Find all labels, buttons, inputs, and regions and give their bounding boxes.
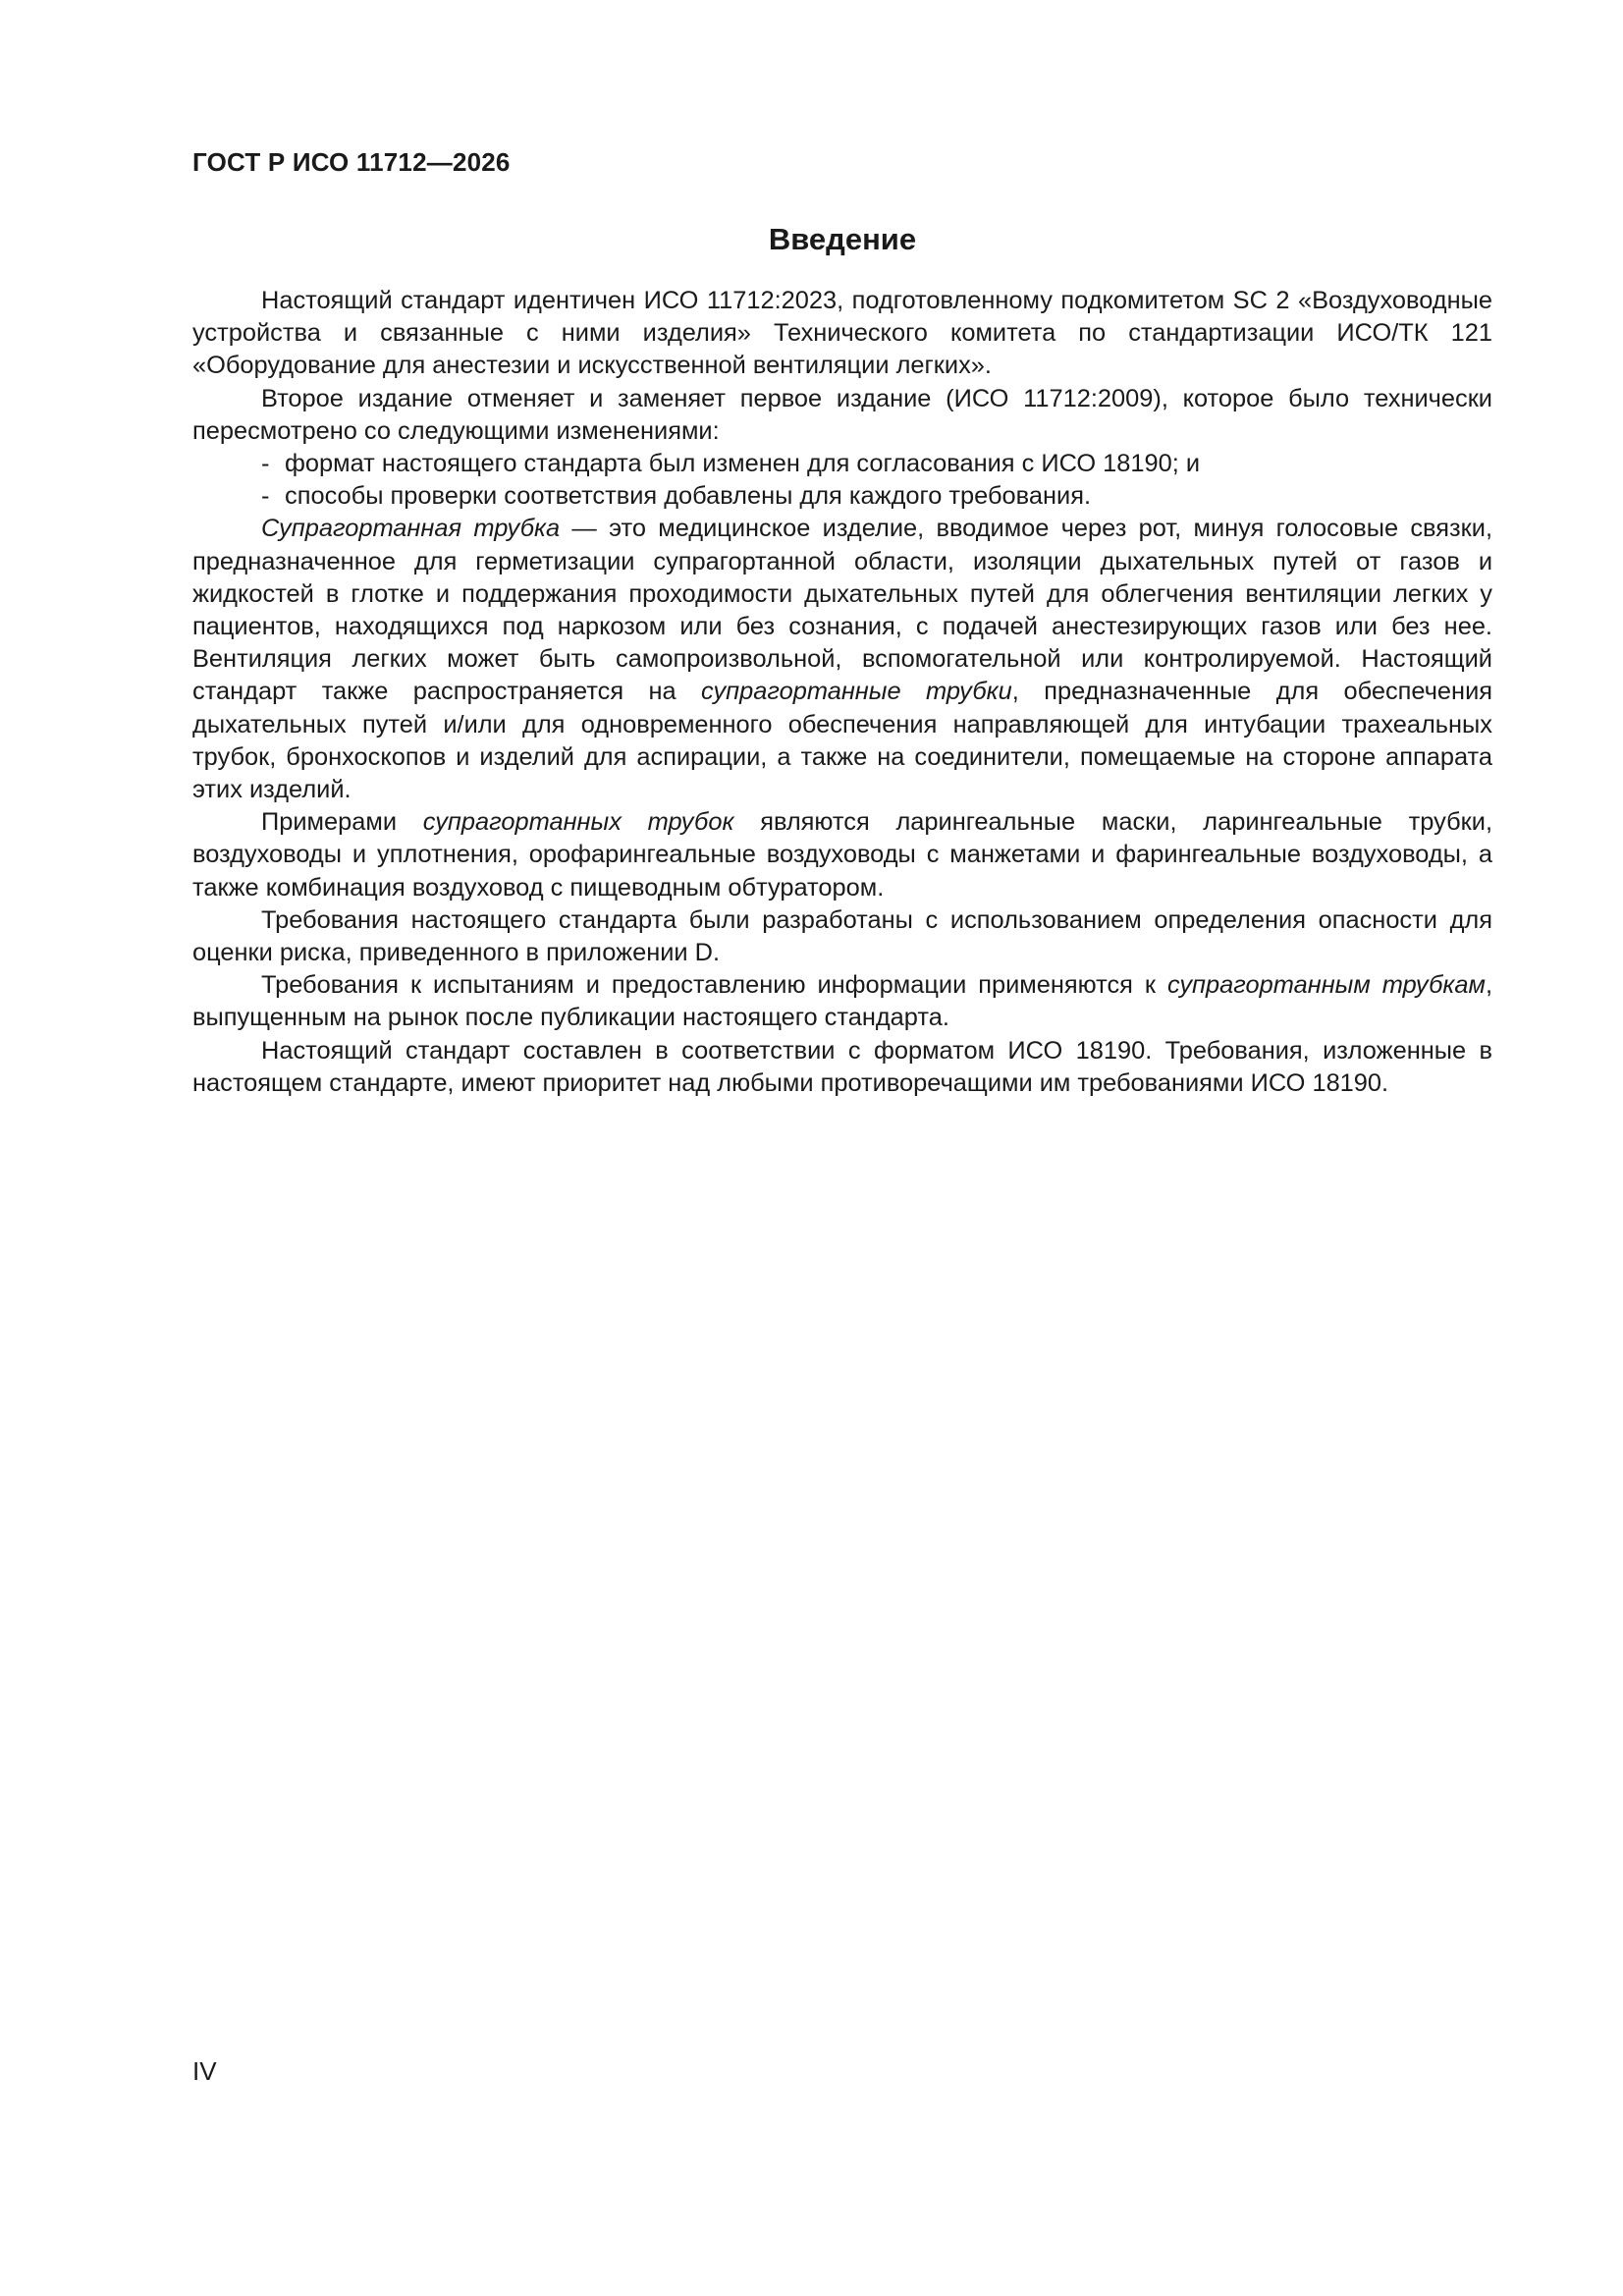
term-italic: супрагортанные трубки <box>701 678 1012 706</box>
paragraph-3 <box>192 513 1492 806</box>
list-item <box>192 480 1492 513</box>
list-item <box>192 448 1492 480</box>
list-dash: - <box>261 482 270 511</box>
paragraph-7: Настоящий стандарт составлен в соответствии с форматом ИСО 18190. Требования, изложенные в настоящем стандарте, имеют приоритет над любыми противоречащими им требованиями ИСО 18190. <box>192 1036 1492 1097</box>
paragraph-text: — это медицинское изделие, вводимое через рот, минуя голосовые связки, предназначенное для герметизации супрагортанной области, изоляции дыхательных путей от газов и жидкостей в глотке и поддержания проходимости дыхательных путей для облегчения вентиляции легких у пациентов, находящихся под наркозом или без сознания, с подачей анестезирующих газов или без нее. Вентиляция легких может быть самопроизвольной, вспомогательной или контролируемой. Настоящий стандарт также распространяется на <box>192 515 1492 706</box>
paragraph-4 <box>192 806 1492 904</box>
document-header-id: ГОСТ Р ИСО 11712—2026 <box>192 147 511 177</box>
paragraph-text: , предназначенные для обеспечения дыхательных путей и/или для одновременного обеспечения направляющей для интубации трахеальных трубок, бронхоскопов и изделий для аспирации, а также на соединители, помещаемые на стороне аппарата этих изделий. <box>192 678 1492 804</box>
section-title: Введение <box>768 222 917 256</box>
paragraph-text: Требования к испытаниям и предоставлению информации применяются к <box>261 971 1167 1000</box>
list-dash: - <box>261 450 270 478</box>
document-body <box>192 285 1492 1100</box>
list-item-text: формат настоящего стандарта был изменен для согласования с ИСО 18190; и <box>285 450 1201 478</box>
paragraph-text: , выпущенным на рынок после публикации настоящего стандарта. <box>192 971 1492 1032</box>
paragraph-text: Примерами <box>261 808 423 837</box>
list-item-text: способы проверки соответствия добавлены для каждого требования. <box>285 482 1092 511</box>
term-italic: супрагортанным трубкам <box>1166 971 1486 1000</box>
paragraph-5: Требования настоящего стандарта были разработаны с использованием определения опасности для оценки риска, приведенного в приложении D. <box>192 905 1492 967</box>
term-italic: супрагортанных трубок <box>422 808 734 837</box>
term-italic: Супрагортанная трубка <box>261 515 561 543</box>
paragraph-1: Настоящий стандарт идентичен ИСО 11712:2023, подготовленному подкомитетом SC 2 «Воздуховодные устройства и связанные с ними изделия» Технического комитета по стандартизации ИСО/ТК 121 «Оборудование для анестезии и искусственной вентиляции легких». <box>192 287 1492 380</box>
page-number: IV <box>192 2056 217 2086</box>
paragraph-text: являются ларингеальные маски, ларингеальные трубки, воздуховоды и уплотнения, орофарингеальные воздуховоды с манжетами и фарингеальные воздуховоды, а также комбинация воздуховод с пищеводным обтуратором. <box>192 808 1492 902</box>
paragraph-6 <box>192 969 1492 1034</box>
paragraph-2: Второе издание отменяет и заменяет первое издание (ИСО 11712:2009), которое было технически пересмотрено со следующими изменениями: <box>192 384 1492 445</box>
